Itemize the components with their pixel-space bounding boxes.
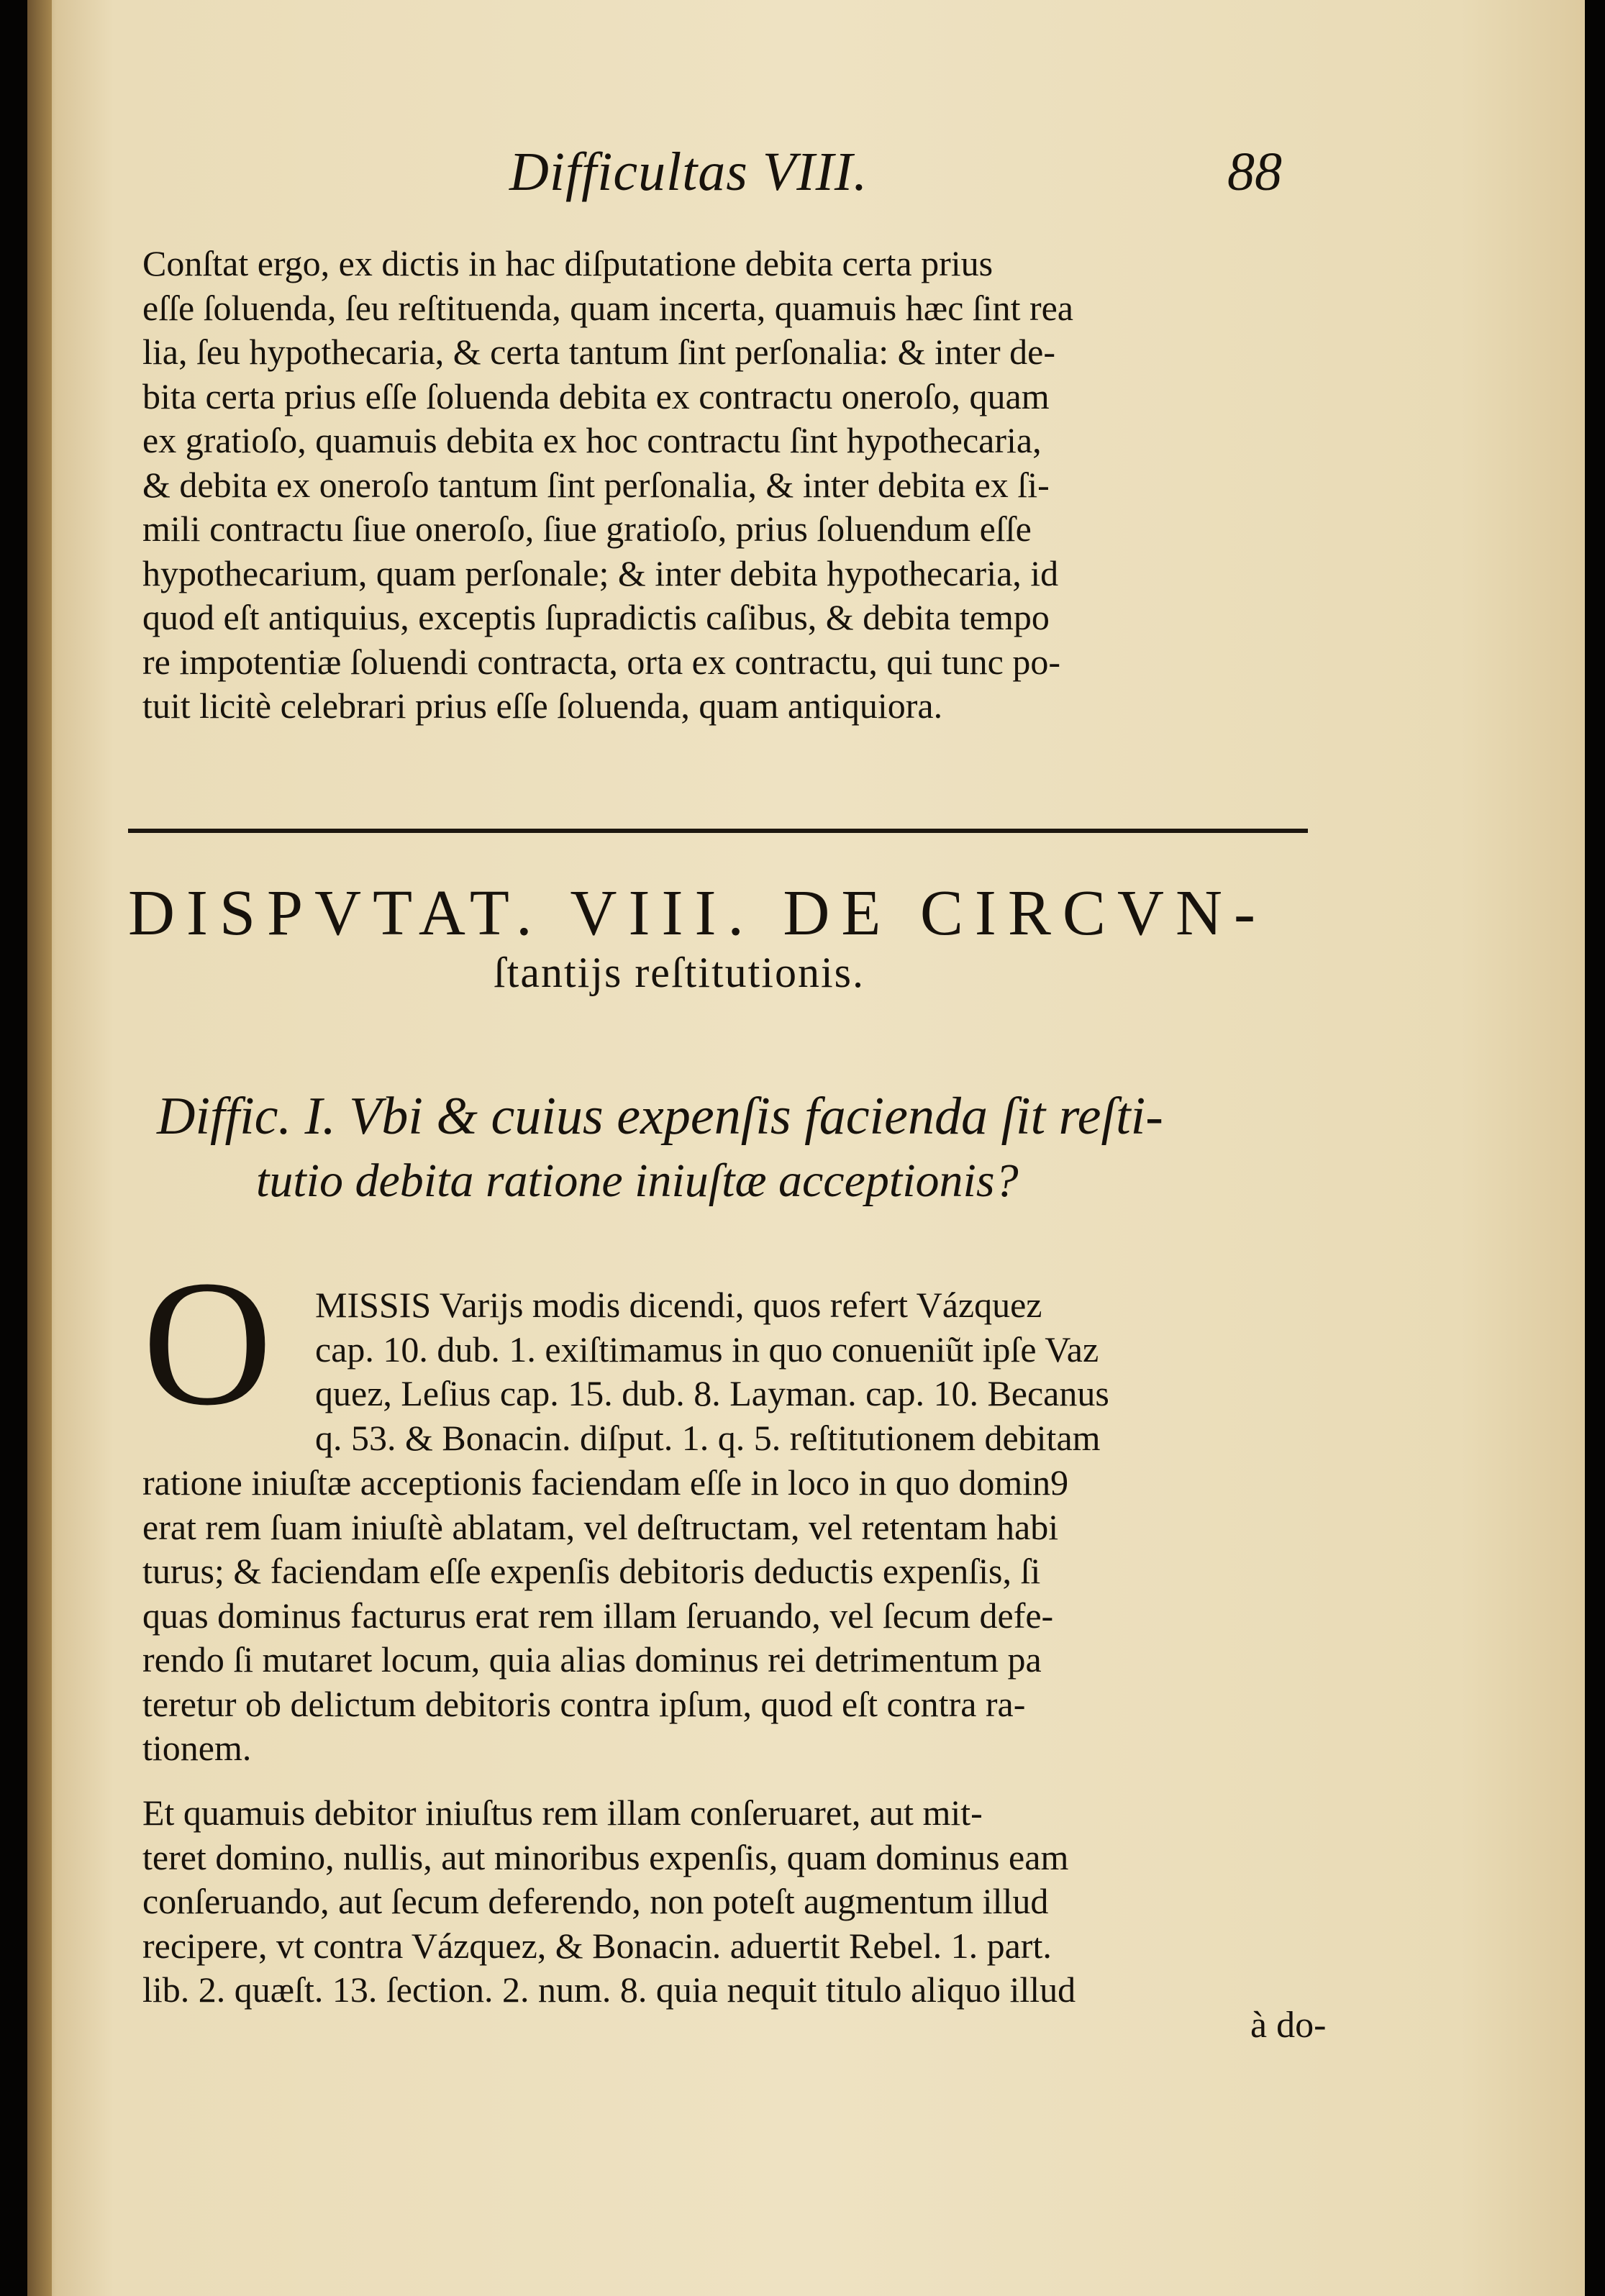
text-line: & debita ex oneroſo tantum ſint perſonalia, & inter debita ex ſi- <box>142 464 1050 505</box>
text-line: lib. 2. quæſt. 13. ſection. 2. num. 8. quia nequit titulo aliquo illud <box>142 1969 1076 2010</box>
difficulty-heading: Diffic. I. Vbi & cuius expenſis facienda ſit reſti- <box>157 1087 1163 1146</box>
text-line: lia, ſeu hypothecaria, & certa tantum ſint perſonalia: & inter de- <box>142 332 1055 372</box>
text-line: teret domino, nullis, aut minoribus expenſis, quam dominus eam <box>142 1836 1069 1877</box>
text-line: ex gratioſo, quamuis debita ex hoc contractu ſint hypothecaria, <box>142 420 1042 460</box>
drop-cap-initial: O <box>142 1244 273 1443</box>
page-header <box>27 141 1585 206</box>
catchword: à do- <box>1250 2005 1327 2046</box>
text-line: Conſtat ergo, ex dictis in hac diſputatione debita certa prius <box>142 243 994 283</box>
text-line: bita certa prius eſſe ſoluenda debita ex contractu oneroſo, quam <box>142 375 1050 416</box>
paragraph-conclusion <box>142 242 1337 729</box>
page-number: 88 <box>1227 142 1282 202</box>
text-line: eſſe ſoluenda, ſeu reſtituenda, quam incerta, quamuis hæc ſint rea <box>142 287 1073 328</box>
section-divider <box>128 829 1308 833</box>
running-title: Difficultas VIII. <box>509 142 868 202</box>
paragraph-second <box>142 1791 1337 2013</box>
text-line: tionem. <box>142 1728 252 1768</box>
text-line: conſeruando, aut ſecum deferendo, non poteſt augmentum illud <box>142 1881 1049 1921</box>
text-line: teretur ob delictum debitoris contra ipſum, quod eſt contra ra- <box>142 1683 1026 1724</box>
text-line: q. 53. & Bonacin. diſput. 1. q. 5. reſtitutionem debitam <box>315 1417 1101 1458</box>
text-line: re impotentiæ ſoluendi contracta, orta ex contractu, qui tunc po- <box>142 641 1060 682</box>
text-line: turus; & faciendam eſſe expenſis debitoris deductis expenſis, ſi <box>142 1551 1041 1591</box>
text-line: quas dominus facturus erat rem illam ſeruando, vel ſecum defe- <box>142 1595 1054 1636</box>
paragraph-opening-indented <box>315 1283 1337 1460</box>
text-line: ratione iniuſtæ acceptionis faciendam eſſe in loco in quo domin9 <box>142 1462 1069 1503</box>
disputation-subtitle: ſtantijs reſtitutionis. <box>494 949 865 996</box>
book-page <box>27 0 1585 2296</box>
text-line: mili contractu ſiue oneroſo, ſiue gratioſo, prius ſoluendum eſſe <box>142 509 1032 549</box>
paragraph-opening <box>142 1461 1337 1771</box>
text-line: cap. 10. dub. 1. exiſtimamus in quo conueniũt ipſe Vaz <box>315 1329 1099 1370</box>
text-line: erat rem ſuam iniuſtè ablatam, vel deſtructam, vel retentam habi <box>142 1506 1059 1547</box>
disputation-title: DISPVTAT. VIII. DE CIRCVN- <box>128 878 1267 949</box>
text-line: rendo ſi mutaret locum, quia alias dominus rei detrimentum pa <box>142 1639 1042 1680</box>
text-line: MISSIS Varijs modis dicendi, quos refert Vázquez <box>315 1285 1042 1325</box>
text-line: Et quamuis debitor iniuſtus rem illam conſeruaret, aut mit- <box>142 1792 983 1833</box>
difficulty-heading-continued: tutio debita ratione iniuſtæ acceptionis? <box>256 1154 1019 1207</box>
text-line: quez, Leſius cap. 15. dub. 8. Layman. cap. 10. Becanus <box>315 1373 1109 1413</box>
text-line: hypothecarium, quam perſonale; & inter debita hypothecaria, id <box>142 552 1059 593</box>
text-line: quod eſt antiquius, exceptis ſupradictis caſibus, & debita tempo <box>142 597 1050 637</box>
text-line: recipere, vt contra Vázquez, & Bonacin. aduertit Rebel. 1. part. <box>142 1925 1052 1966</box>
text-line: tuit licitè celebrari prius eſſe ſoluenda, quam antiquiora. <box>142 685 943 726</box>
